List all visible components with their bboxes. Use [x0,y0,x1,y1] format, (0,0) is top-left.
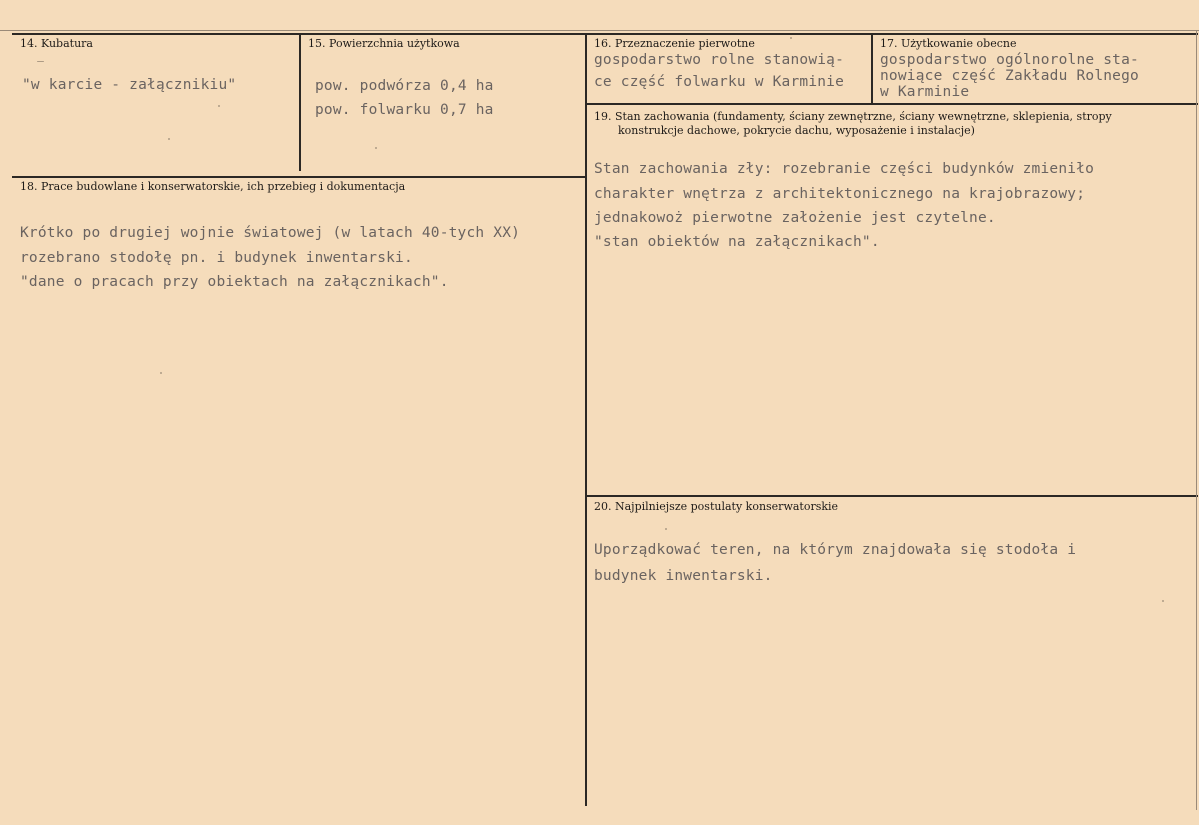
field-14-value: "w karcie - załącznikiu" [22,77,237,93]
divider-16-17 [871,33,873,104]
field-14-label: 14. Kubatura [20,37,93,50]
field-15-label: 15. Powierzchnia użytkowa [308,37,460,50]
paper-speck [665,528,667,530]
field-19-line-4: "stan obiektów na załącznikach". [594,234,880,250]
field-15-line-2: pow. folwarku 0,7 ha [315,102,494,118]
field-16-label: 16. Przeznaczenie pierwotne [594,37,755,50]
rule-below-16-17 [586,103,1198,105]
paper-speck [160,372,162,374]
rule-above-20 [586,495,1198,497]
field-20-line-1: Uporządkować teren, na którym znajdowała się stodoła i [594,542,1077,558]
field-20-label: 20. Najpilniejsze postulaty konserwatorskie [594,500,839,513]
field-18-label: 18. Prace budowlane i konserwatorskie, ich przebieg i dokumentacja [20,180,406,193]
field-16-line-1: gospodarstwo rolne stanowią- [594,52,845,68]
paper-speck [37,61,44,62]
field-18-line-3: "dane o pracach przy obiektach na załącznikach". [20,274,449,290]
field-19-label-line-2: konstrukcje dachowe, pokrycie dachu, wyposażenie i instalacje) [618,124,975,137]
field-20-line-2: budynek inwentarski. [594,568,773,584]
field-15-line-1: pow. podwórza 0,4 ha [315,78,494,94]
paper-speck [218,105,220,107]
field-18-line-2: rozebrano stodołę pn. i budynek inwentarski. [20,250,413,266]
field-19-label-line-1: 19. Stan zachowania (fundamenty, ściany zewnętrzne, ściany wewnętrzne, sklepienia, stropy [594,110,1112,123]
paper-speck [168,138,170,140]
field-16-line-2: ce część folwarku w Karminie [594,74,845,90]
field-17-line-1: gospodarstwo ogólnorolne sta- [880,52,1139,68]
field-17-label: 17. Użytkowanie obecne [880,37,1017,50]
rule-above-18 [12,176,586,178]
field-18-line-1: Krótko po drugiej wojnie światowej (w latach 40-tych XX) [20,225,521,241]
right-edge-line [1196,30,1197,810]
paper-speck [1162,600,1164,602]
field-17-line-3: w Karminie [880,84,970,100]
top-border-line [0,30,1199,31]
divider-14-15 [299,33,301,171]
field-19-line-2: charakter wnętrza z architektonicznego na krajobrazowy; [594,186,1086,202]
field-17-line-2: nowiące część Zakładu Rolnego [880,68,1139,84]
paper-speck [375,147,377,149]
field-19-line-3: jednakowoż pierwotne założenie jest czytelne. [594,210,996,226]
paper-speck [790,37,792,39]
top-rule [12,33,1198,35]
field-19-line-1: Stan zachowania zły: rozebranie części budynków zmieniło [594,161,1095,177]
main-column-divider [585,33,587,806]
